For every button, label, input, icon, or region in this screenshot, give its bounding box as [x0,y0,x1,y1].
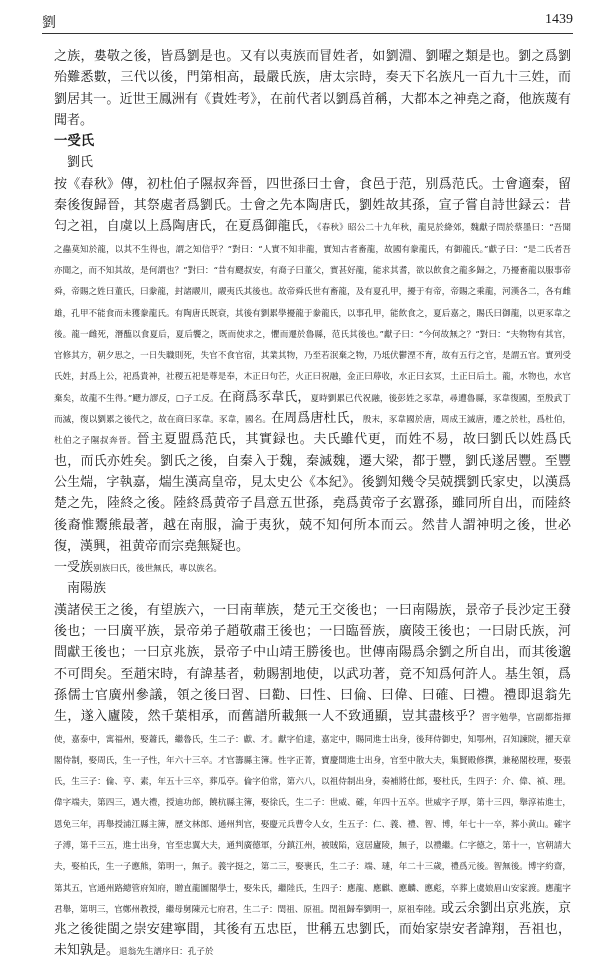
page-header [42,12,573,34]
annotation-note: 别族曰氏，後世無氏，專以族名。 [93,564,222,575]
annotation-note: 習字勉學，官副都指揮使，嘉泰中，寓福州，娶蕭氏，繼魯氏，生二子：獻、才。獻字伯達，嘉定中，賜同進士出身，後拜侍御史，知鄂州，召知諫院，擢天章閣侍制，娶周氏，生一子性，年六十三卒。才官籌縣主簿。性字正菁，寶慶間進士出身，官至中散大夫，集賢殿修撰，兼秘閣校理，娶張氏，生三子：倫、亨、素，年五十三卒，葬瓜亭。倫字伯常，第六八，以祖侍制出身，奏補將仕郎，娶杜氏，生四子：介、偉、禎、理。偉字端夫，第四三，遇大禮，授迪功郎，饒杭縣主簿，娶徐氏，生二子：世威、確，年四十五卒。世威字子厚，第十三四，舉淳祐進士，恩免三年，再舉授浦江縣主簿，歷文林郎、通州判官，娶慶元兵曹令人女，生五子：仁、義、禮、智、博，年七十一卒，葬小黄山。確字子溥，第千三五，進士出身，官至忠翼大夫，通判廣德軍，分鎮江州，被賊陷，寇居廬陵，無子，以禮繼。仁字德之，第十一，官朝請大夫，娶柏氏，生一子應熊，第明一，無子。義字挺之，第二三，娶裹氏，生二子：端、璉，年二十三歲，禮爲元後。智無後。博字約齋，第其五，官通州路總管府知府，贈直龍圖閣學士，娶朱氏，繼陸氏，生四子：應龍、應麒、應麟、應彪，卒葬上虞娘眉山安家渡。應龍字君舉，第明三，官鄭州教授，繼母舅陳元七府君，生二子：閏祖、原祖。閏祖歸奉劉明一，原祖奉陸。 [54,713,571,915]
page-body [54,46,571,959]
subsection-heading: 劉氏 [67,155,94,171]
header-rule [42,33,573,34]
annotation-note: 夏時劉累已代祝融，後彭姓之豕韋，尋遭魯縣，豕韋復國，至殷武丁而滅，復以劉累之後代之，故在商曰豕韋。豕韋，國名。 [54,393,571,426]
main-text: 在周爲唐杜氏， [271,411,363,427]
main-text: 漢諸侯王之後，有望族六，一曰南華族，楚元王交後也；一曰南陽族，景帝子長沙定王發後也；一曰廣平族，景帝弟子趙敬肅王後也；一曰臨晉族，廣陵王後也；一曰尉氏族，河間獻王後也；一曰京兆族，景帝子中山靖王勝後也。世傳南陽爲余劉之所自出，而其後邈不可問矣。至趙宋時，有諱基者，勅賜割地使，以武功著，竟不知爲何許人。基生領，爲孫儒士官廣州參議，領之後曰習、曰勸、曰性、曰倫、曰偉、曰確、曰禮。禮即退翁先生，遂入廬陵，然千葉相承，而舊譜所載無一人不致通顯，豈其盡核乎？ [54,602,571,725]
annotation-note: 飂力謬反，□子工反。 [132,393,219,404]
main-text: 晉主夏盟爲范氏，其實録也。夫氏雖代更，而姓不易，故曰劉氏以姓爲氏也，而氏亦姓矣。劉氏之後，自秦入于魏，秦滅魏，遷大梁，都于豐，劉氏遂居豐。至豐公生煓，字執嘉，煓生漢高皇帝，見太史公《本紀》。後劉知幾令吴兢撰劉氏家史，以漢爲楚之先，陸終之後。陸終爲黄帝子昌意五世孫，堯爲黄帝子玄囂孫，雖同所自出，而陸終後裔惟鬻熊最著，越在南服，淪于夷狄，兢不知何所本而云。然昔人謂神明之後，世必復，漢興，祖黄帝而宗堯無疑也。 [54,432,571,554]
annotation-note: 《春秋》昭公二十九年秋，龍見於絳郊，魏獻子問於蔡墨曰：“吾聞之蟲莫知於龍，以其不生得也，謂之知信乎？”對曰：“人實不知非龍，實知古者畜龍，故國有豢龍氏，有御龍氏。”獻子曰：“是二氏者吾亦聞之，而不知其故，是何謂也？”對曰：“昔有飂叔安，有裔子曰董父，實甚好龍，能求其耆，欲以飲食之龍多歸之，乃擾畜龍以服事帝舜，帝賜之姓曰董氏，曰豢龍，封諸鬷川，鬷夷氏其後也。故帝舜氏世有畜龍，及有夏孔甲，擾于有帝，帝賜之乘龍，河漢各二，各有雌雄，孔甲不能食而未獲豢龍氏。有陶唐氏既衰，其後有劉累學擾龍于豢龍氏，以事孔甲，能飲食之，夏后嘉之，賜氏曰御龍，以更豕韋之後。龍一雌死，潛醢以食夏后，夏后饗之，既而使求之，懼而遷於魯縣，范氏其後也。”獻子曰：“今何故無之？”對曰：“夫物物有其官，官修其方，朝夕思之，一日失職則死，失官不食官宿，其業其物，乃至若泯棄之物，乃坻伏鬱湮不育，故有五行之官，是謂五官。實列受氏姓，封爲上公，祀爲貴神，社稷五祀是尊是奉，木正曰句芒，火正曰祝融，金正曰蓐收，水正曰玄冥，土正曰后土。龍，水物也，水官棄矣，故龍不生得。” [54,223,571,404]
page-number: 1439 [545,12,573,27]
body-paragraph [54,174,571,557]
body-paragraph: 之族，婁敬之後，皆爲劉是也。又有以夷族而冒姓者，如劉淵、劉曜之類是也。劉之爲劉殆難悉數，三代以後，門第相高，最嚴氏族，唐太宗時，奏天下名族凡一百九十三姓，而劉居其一。近世王鳳洲有《貴姓考》，在前代者以劉爲首稱，大都本之神堯之裔，他族蔑有聞者。 [54,49,571,128]
main-text: 在商爲豕韋氏， [218,389,311,405]
body-paragraph [54,557,571,578]
main-text: 一受族 [54,560,94,576]
section-heading: 一受氏 [54,133,95,150]
main-text: 或云余劉出京兆族，京兆之後徙閩之崇安建寧間，其後有五忠臣，世稱五忠劉氏，而始家崇安者諱翔，吾祖也，未知孰是。 [54,900,571,959]
annotation-note: 殷末，豕韋國於唐，周成王滅唐，遷之於杜，爲杜伯，杜伯之子隰叔奔晉。 [54,415,571,447]
annotation-note: 退翁先生譜序曰：孔子於 [119,947,214,958]
body-paragraph [54,600,571,962]
subsection-heading: 南陽族 [67,581,107,597]
main-text: 按《春秋》傳，初杜伯子隰叔奔晉，四世孫曰士會，食邑于范，别爲范氏。士會適秦，留秦後復歸晉，其祭處者爲劉氏。士會之先本陶唐氏，劉姓故其孫，宣子嘗自詩世録云：昔匄之祖，自虞以上爲陶唐氏，在夏爲御龍氏， [54,176,571,235]
running-head-title: 劉 [42,15,56,31]
